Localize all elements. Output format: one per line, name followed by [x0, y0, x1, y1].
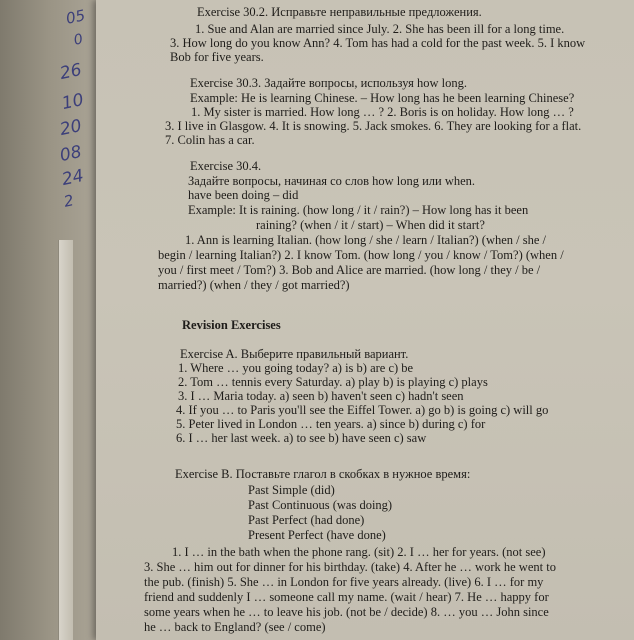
text-line: 1. I … in the bath when the phone rang. (sit) 2. I … her for years. (not see) — [172, 545, 546, 559]
text-line: raining? (when / it / start) – When did it start? — [256, 218, 485, 232]
underlying-page — [0, 0, 98, 640]
text-line: have been doing – did — [188, 188, 299, 202]
text-line: friend and suddenly I … someone call my name. (wait / hear) 7. He … happy for — [144, 590, 549, 604]
margin-note: 08 — [58, 141, 84, 167]
exercise-30-2-heading: Exercise 30.2. Исправьте неправильные предложения. — [197, 5, 482, 19]
text-line: 3. I live in Glasgow. 4. It is snowing. 5. Jack smokes. 6. They are looking for a flat. — [165, 119, 582, 133]
text-line: 3. I … Maria today. a) seen b) haven't seen c) hadn't seen — [178, 389, 464, 403]
text-line: married?) (when / they / got married?) — [158, 278, 350, 292]
margin-note: 26 — [58, 59, 84, 85]
tense-option: Past Simple (did) — [248, 483, 335, 497]
text-line: 3. How long do you know Ann? 4. Tom has had a cold for the past week. 5. I know — [170, 36, 586, 50]
text-line: he … back to England? (see / come) — [144, 620, 326, 634]
text-line: the pub. (finish) 5. She … in London for five years already. (live) 6. I … for my — [144, 575, 544, 589]
text-line: Example: He is learning Chinese. – How long has he been learning Chinese? — [190, 91, 575, 105]
margin-note: 20 — [58, 115, 84, 141]
text-line: Example: It is raining. (how long / it / rain?) – How long has it been — [188, 203, 529, 217]
text-line: 2. Tom … tennis every Saturday. a) play b) is playing c) plays — [178, 375, 488, 389]
exercise-a-heading: Exercise A. Выберите правильный вариант. — [180, 347, 409, 361]
text-line: begin / learning Italian?) 2. I know Tom. (how long / you / know / Tom?) (when / — [158, 248, 564, 262]
margin-note: 24 — [60, 165, 86, 191]
exercise-b-heading: Exercise B. Поставьте глагол в скобках в нужное время: — [175, 467, 471, 481]
margin-note: 0 — [72, 31, 85, 49]
text-line: 3. She … him out for dinner for his birthday. (take) 4. After he … work he went to — [144, 560, 556, 574]
text-line: you / first meet / Tom?) 3. Bob and Alice are married. (how long / they / be / — [158, 263, 541, 277]
tense-option: Past Continuous (was doing) — [248, 498, 393, 512]
text-line: 1. Where … you going today? a) is b) are c) be — [178, 361, 414, 375]
text-line: 1. Ann is learning Italian. (how long / she / learn / Italian?) (when / she / — [185, 233, 547, 247]
margin-note: 05 — [64, 6, 87, 28]
exercise-30-3-heading: Exercise 30.3. Задайте вопросы, используя how long. — [190, 76, 468, 90]
text-line: 5. Peter lived in London … ten years. a) since b) during c) for — [176, 417, 486, 431]
margin-note: 10 — [60, 89, 86, 115]
tense-option: Past Perfect (had done) — [248, 513, 365, 527]
exercise-30-4-heading: Exercise 30.4. — [190, 159, 262, 173]
text-line: 1. Sue and Alan are married since July. 2. She has been ill for a long time. — [195, 22, 565, 36]
text-line: 6. I … her last week. a) to see b) have seen c) saw — [176, 431, 427, 445]
text-line: 4. If you … to Paris you'll see the Eiffel Tower. a) go b) is going c) will go — [176, 403, 549, 417]
margin-note: 2 — [62, 191, 76, 211]
text-line: 7. Colin has a car. — [165, 133, 255, 147]
torn-paper-edge — [58, 240, 73, 640]
tense-option: Present Perfect (have done) — [248, 528, 386, 542]
text-line: Задайте вопросы, начиная со слов how long или when. — [188, 174, 476, 188]
text-line: some years when he … to leave his job. (not be / decide) 8. … you … John since — [144, 605, 549, 619]
text-line: Bob for five years. — [170, 50, 264, 64]
section-title: Revision Exercises — [182, 318, 281, 332]
text-line: 1. My sister is married. How long … ? 2. Boris is on holiday. How long … ? — [191, 105, 574, 119]
